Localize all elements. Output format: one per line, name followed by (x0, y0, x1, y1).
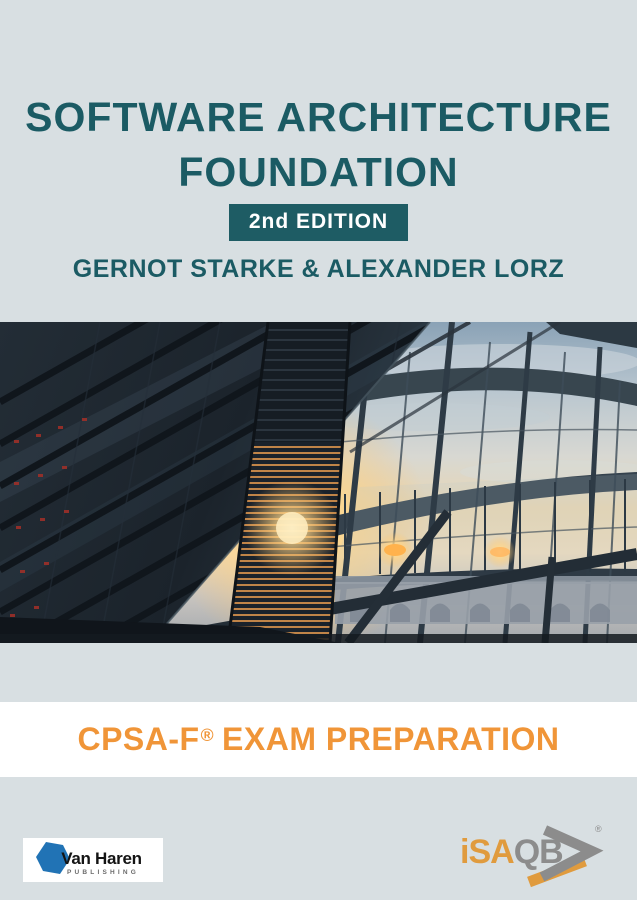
isaqb-wordmark: iSAQB (460, 833, 563, 871)
subtitle-band (0, 702, 637, 777)
book-title-line1: SOFTWARE ARCHITECTURE (25, 94, 612, 140)
dome-photo-illustration (0, 322, 637, 643)
cover-header (0, 0, 637, 322)
van-haren-logo (23, 838, 163, 882)
subtitle (77, 721, 559, 758)
van-haren-tagline: PUBLISHING (66, 869, 140, 876)
dome-photo (0, 322, 637, 643)
book-title (0, 90, 637, 200)
isaqb-logo (452, 816, 632, 896)
subtitle-rest: EXAM PREPARATION (222, 721, 560, 757)
van-haren-name: Van Haren (61, 849, 142, 868)
edition-badge: 2nd EDITION (229, 204, 408, 241)
authors: GERNOT STARKE & ALEXANDER LORZ (72, 255, 565, 283)
book-title-line2: FOUNDATION (178, 149, 459, 195)
sun (276, 512, 308, 544)
isaqb-registered-mark: ® (595, 824, 602, 834)
subtitle-name: CPSA-F (77, 721, 200, 757)
cover-footer (0, 777, 637, 900)
registered-trademark-symbol: ® (200, 725, 215, 746)
